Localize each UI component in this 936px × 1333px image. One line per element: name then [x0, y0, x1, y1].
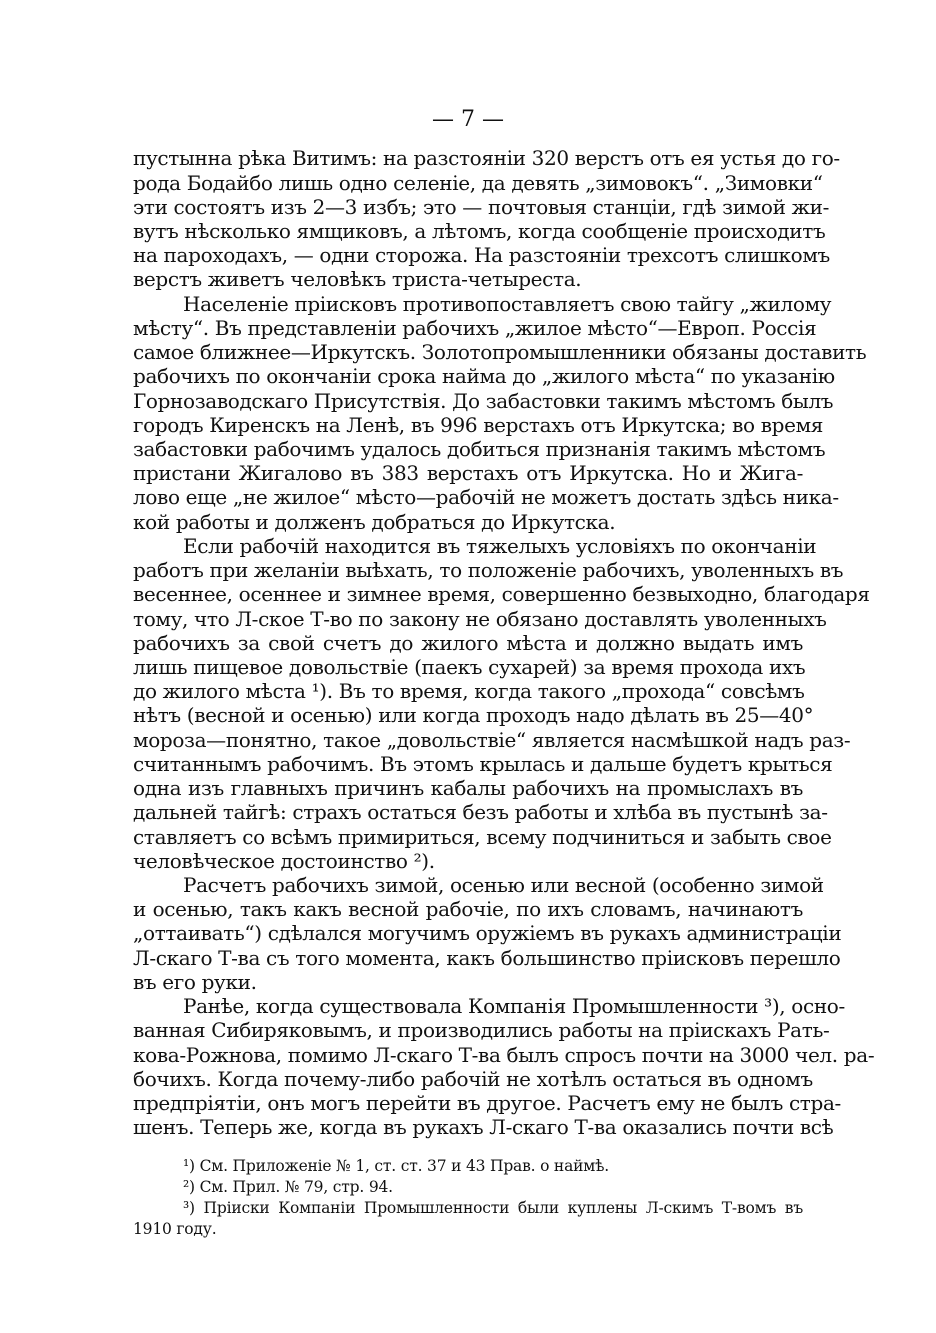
text-line: „оттаивать“) сдѣлался могучимъ оружіемъ въ рукахъ администраціи	[133, 921, 842, 945]
text-line: до жилого мѣста ¹). Въ то время, когда такого „прохода“ совсѣмъ	[133, 679, 805, 703]
text-line: кова-Рожнова, помимо Л-скаго Т-ва былъ спросъ почти на 3000 чел. ра-	[133, 1043, 875, 1067]
text-line: эти состоятъ изъ 2—3 избъ; это — почтовыя станціи, гдѣ зимой жи-	[133, 195, 830, 219]
footnote: ²) См. Прил. № 79, стр. 94.	[183, 1178, 393, 1196]
text-line: ванная Сибиряковымъ, и производились работы на пріискахъ Рать-	[133, 1018, 830, 1042]
text-line: лишь пищевое довольствіе (паекъ сухарей) за время прохода ихъ	[133, 655, 806, 679]
text-line: ставляетъ со всѣмъ примириться, всему подчиниться и забыть свое	[133, 825, 832, 849]
text-line: лово еще „не жилое“ мѣсто—рабочій не можетъ достать здѣсь ника-	[133, 485, 839, 509]
text-line: нѣтъ (весной и осенью) или когда проходъ надо дѣлать въ 25—40°	[133, 703, 814, 727]
footnote: ³) Пріиски Компаніи Промышленности были куплены Л-скимъ Т-вомъ въ	[183, 1199, 803, 1217]
text-line: Л-скаго Т-ва съ того момента, какъ большинство пріисковъ перешло	[133, 946, 841, 970]
text-line: городъ Киренскъ на Ленѣ, въ 996 верстахъ отъ Иркутска; во время	[133, 413, 824, 437]
text-line: Ранѣе, когда существовала Компанія Промышленности ³), осно-	[183, 994, 845, 1018]
text-line: пустынна рѣка Витимъ: на разстояніи 320 верстъ отъ ея устья до го-	[133, 146, 840, 170]
text-line: бочихъ. Когда почему-либо рабочій не хотѣлъ остаться въ одномъ	[133, 1067, 813, 1091]
text-line: самое ближнее—Иркутскъ. Золотопромышленники обязаны доставить	[133, 340, 867, 364]
text-line: мороза—понятно, такое „довольствіе“ является насмѣшкой надъ раз-	[133, 728, 851, 752]
text-line: Расчетъ рабочихъ зимой, осенью или весной (особенно зимой	[183, 873, 824, 897]
text-line: предпріятіи, онъ могъ перейти въ другое. Расчетъ ему не былъ стра-	[133, 1091, 841, 1115]
text-line: человѣческое достоинство ²).	[133, 849, 435, 873]
text-line: мѣсту“. Въ представленіи рабочихъ „жилое мѣсто“—Европ. Россія	[133, 316, 817, 340]
text-line: считаннымъ рабочимъ. Въ этомъ крылась и дальше будетъ крыться	[133, 752, 833, 776]
footnote: 1910 году.	[133, 1220, 217, 1238]
text-line: Если рабочій находится въ тяжелыхъ условіяхъ по окончаніи	[183, 534, 817, 558]
text-line: шенъ. Теперь же, когда въ рукахъ Л-скаго Т-ва оказались почти всѣ	[133, 1115, 834, 1139]
text-line: забастовки рабочимъ удалось добиться признанія такимъ мѣстомъ	[133, 437, 826, 461]
text-line: рабочихъ по окончаніи срока найма до „жилого мѣста“ по указанію	[133, 364, 835, 388]
text-line: на пароходахъ, — одни сторожа. На разстояніи трехсотъ слишкомъ	[133, 243, 830, 267]
text-line: дальней тайгѣ: страхъ остаться безъ работы и хлѣба въ пустынѣ за-	[133, 800, 828, 824]
page-number: — 7 —	[432, 107, 504, 132]
text-line: одна изъ главныхъ причинъ кабалы рабочихъ на промыслахъ въ	[133, 776, 803, 800]
text-line: весеннее, осеннее и зимнее время, совершенно безвыходно, благодаря	[133, 582, 870, 606]
text-line: Населеніе пріисковъ противопоставляетъ свою тайгу „жилому	[183, 292, 832, 316]
text-line: рабочихъ за свой счетъ до жилого мѣста и должно выдать имъ	[133, 631, 803, 655]
text-line: рода Бодайбо лишь одно селеніе, да девять „зимовокъ“. „Зимовки“	[133, 171, 823, 195]
text-line: вутъ нѣсколько ямщиковъ, а лѣтомъ, когда сообщеніе происходитъ	[133, 219, 826, 243]
text-line: тому, что Л-ское Т-во по закону не обязано доставлять уволенныхъ	[133, 607, 827, 631]
text-line: въ его руки.	[133, 970, 257, 994]
text-line: и осенью, такъ какъ весной рабочіе, по ихъ словамъ, начинаютъ	[133, 897, 803, 921]
text-line: верстъ живетъ человѣкъ триста-четыреста.	[133, 267, 582, 291]
footnote: ¹) См. Приложеніе № 1, ст. ст. 37 и 43 Прав. о наймѣ.	[183, 1157, 609, 1175]
text-line: пристани Жигалово въ 383 верстахъ отъ Иркутска. Но и Жига-	[133, 461, 803, 485]
text-line: работъ при желаніи выѣхать, то положеніе рабочихъ, уволенныхъ въ	[133, 558, 844, 582]
text-line: кой работы и долженъ добраться до Иркутска.	[133, 510, 616, 534]
text-line: Горнозаводскаго Присутствія. До забастовки такимъ мѣстомъ былъ	[133, 389, 834, 413]
